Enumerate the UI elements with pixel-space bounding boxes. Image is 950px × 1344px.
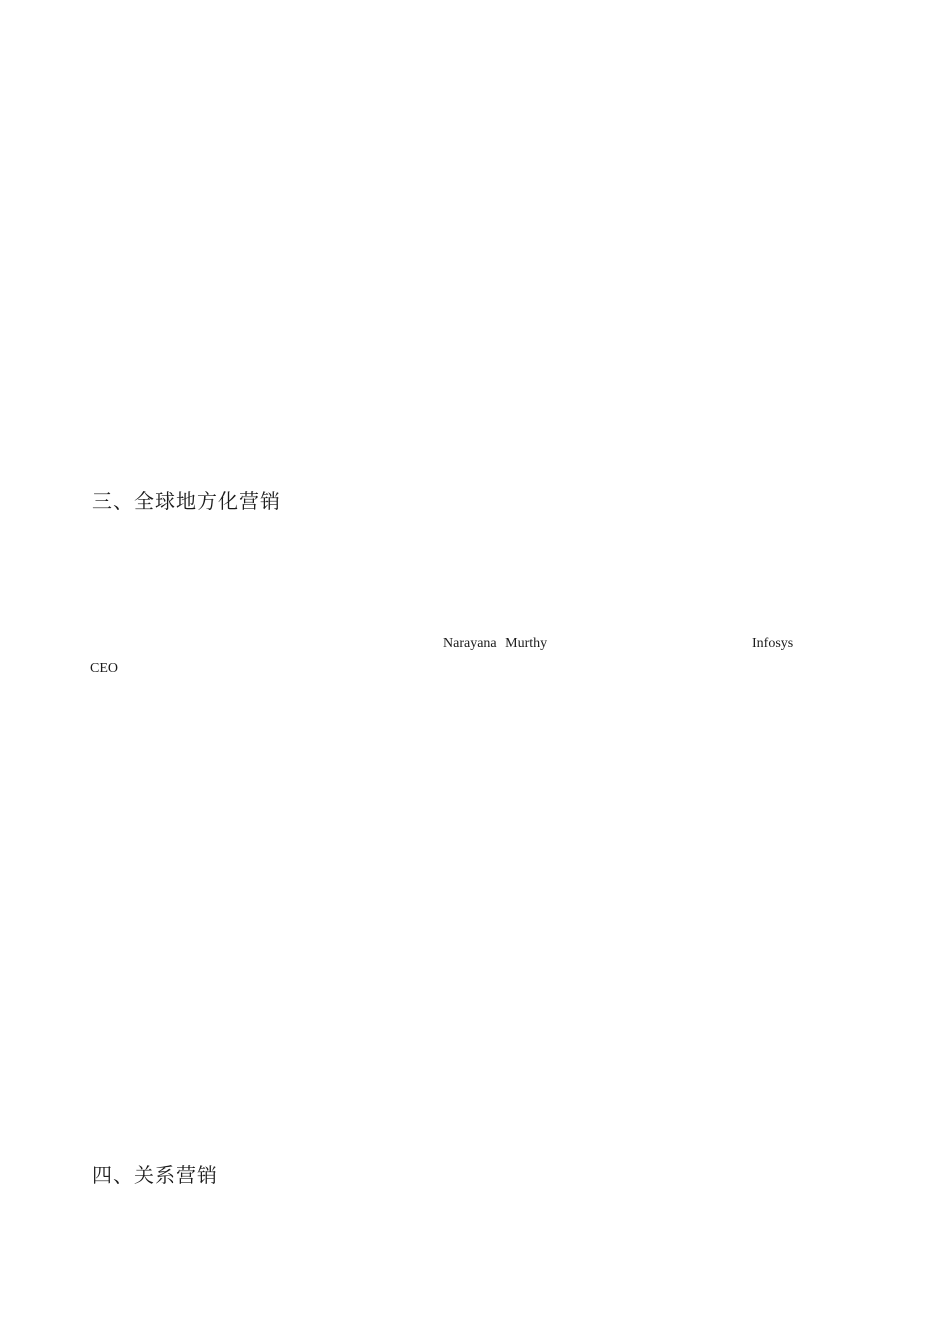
- english-company: Infosys: [752, 636, 794, 651]
- english-name: Narayana Murthy: [443, 636, 548, 651]
- section-heading: 三、全球地方化营销: [92, 489, 281, 513]
- english-title: CEO: [90, 661, 118, 676]
- section-heading: 四、关系营销: [92, 1163, 218, 1187]
